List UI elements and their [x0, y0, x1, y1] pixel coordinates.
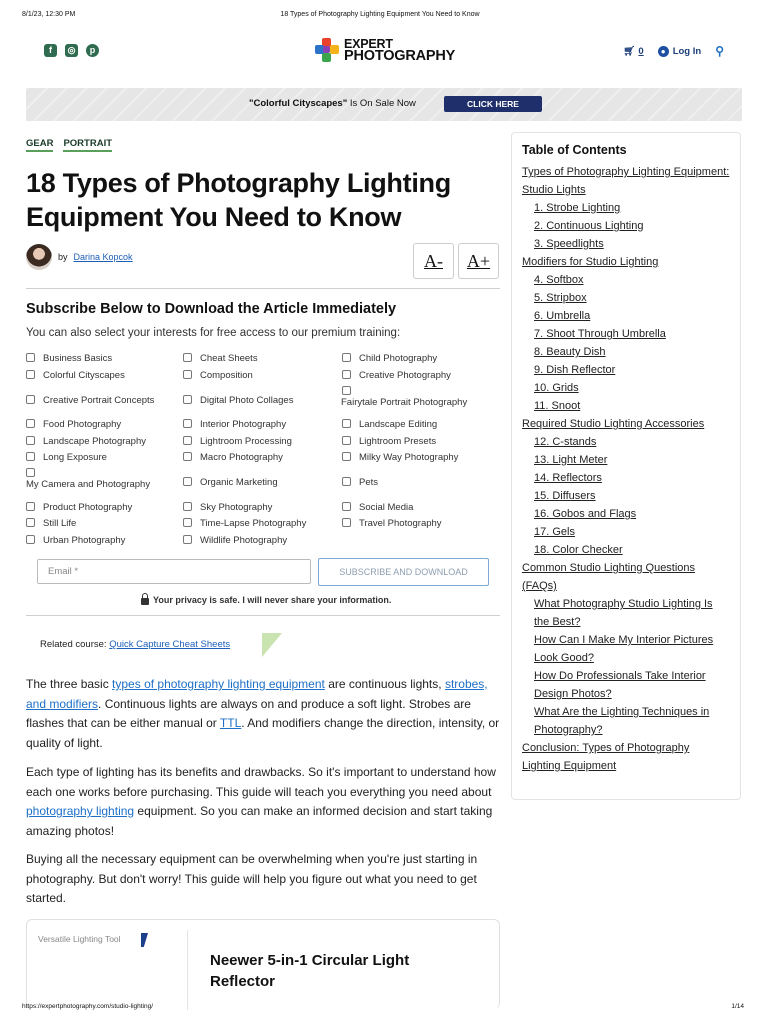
interest-option[interactable]: Urban Photography: [26, 535, 125, 546]
related-label: Related course:: [40, 639, 110, 650]
author-byline: [26, 244, 133, 270]
toc-subitem[interactable]: What Photography Studio Lighting Is the Best?: [534, 598, 713, 628]
click-here-button[interactable]: CLICK HERE: [444, 96, 542, 112]
instagram-icon[interactable]: ◎: [65, 44, 78, 57]
interest-option[interactable]: Time-Lapse Photography: [183, 518, 306, 529]
interest-option[interactable]: Travel Photography: [342, 518, 442, 529]
site-logo[interactable]: [315, 38, 455, 62]
login-label: Log In: [672, 45, 702, 57]
intro-paragraph-3: Buying all the necessary equipment can be overwhelming when you're just starting in photography. But don't worry! This guide will help you figure out what you need to get started.: [26, 852, 478, 905]
interest-option[interactable]: Landscape Editing: [342, 419, 437, 430]
site-header: [26, 38, 742, 66]
checkbox[interactable]: [342, 419, 351, 428]
checkbox[interactable]: [342, 353, 351, 362]
toc-section[interactable]: Types of Photography Lighting Equipment: Studio Lights: [522, 166, 730, 196]
interest-option[interactable]: Lightroom Processing: [183, 436, 292, 447]
product-label: Versatile Lighting Tool: [38, 934, 121, 944]
toc-subitem[interactable]: How Can I Make My Interior Pictures Look Good?: [534, 634, 714, 664]
toc-subitem[interactable]: 5. Stripbox: [534, 292, 587, 304]
toc-subitem[interactable]: 1. Strobe Lighting: [534, 202, 621, 214]
checkbox[interactable]: [26, 395, 35, 404]
privacy-note: [141, 595, 391, 605]
interest-option[interactable]: Pets: [342, 477, 378, 488]
checkbox[interactable]: [26, 535, 35, 544]
logo-mark-icon: [315, 38, 339, 62]
toc-section[interactable]: Modifiers for Studio Lighting: [522, 256, 659, 268]
print-page-number: 1/14: [731, 1003, 744, 1010]
cart-link[interactable]: [623, 46, 643, 57]
lock-icon: [141, 598, 149, 605]
product-title[interactable]: Neewer 5-in-1 Circular Light Reflector: [210, 952, 410, 990]
checkbox[interactable]: [26, 353, 35, 362]
checkbox[interactable]: [26, 419, 35, 428]
user-icon: ●: [658, 46, 669, 57]
interest-option[interactable]: Interior Photography: [183, 419, 286, 430]
logo-line1: EXPERT: [344, 37, 393, 51]
checkbox[interactable]: [183, 370, 192, 379]
related-course-link[interactable]: Quick Capture Cheat Sheets: [109, 639, 231, 650]
checkbox[interactable]: [183, 535, 192, 544]
card-divider: [187, 930, 188, 1010]
interest-option[interactable]: Sky Photography: [183, 502, 272, 513]
interest-option[interactable]: Wildlife Photography: [183, 535, 287, 546]
promo-highlight: "Colorful Cityscapes": [249, 98, 348, 109]
toc-section[interactable]: Common Studio Lighting Questions (FAQs): [522, 562, 696, 592]
toc-section[interactable]: Required Studio Lighting Accessories: [522, 418, 705, 430]
toc-section[interactable]: Conclusion: Types of Photography Lighting Equipment: [522, 742, 690, 772]
author-link[interactable]: Darina Kopcok: [73, 252, 133, 262]
lighting-equipment-link[interactable]: types of photography lighting equipment: [112, 677, 325, 691]
toc-subitem[interactable]: 2. Continuous Lighting: [534, 220, 644, 232]
promo-banner: [26, 88, 742, 121]
article-title: 18 Types of Photography Lighting Equipment You Need to Know: [26, 168, 451, 232]
toc-heading: Table of Contents: [522, 143, 627, 157]
interest-option[interactable]: Macro Photography: [183, 452, 283, 463]
photography-lighting-link[interactable]: photography lighting: [26, 804, 135, 818]
intro-paragraph-1: The three basic types of photography lighting equipment are continuous lights, strobes, and modifiers. Continuous lights are always on and produce a soft light. Strobes are flashes that can be either manual or TTL. And modifiers change the direction, intensity, or quality of light.: [26, 677, 500, 750]
interest-option[interactable]: Child Photography: [342, 353, 437, 364]
related-course: [40, 639, 230, 650]
facebook-icon[interactable]: f: [44, 44, 57, 57]
checkbox[interactable]: [26, 452, 35, 461]
toc-subitem[interactable]: 12. C-stands: [534, 436, 597, 448]
byline-prefix: by: [58, 252, 68, 262]
social-links: [44, 44, 99, 57]
toc-subitem[interactable]: 7. Shoot Through Umbrella: [534, 328, 666, 340]
interest-option[interactable]: Fairytale Portrait Photography: [342, 386, 467, 408]
checkbox[interactable]: [342, 452, 351, 461]
checkbox[interactable]: [183, 353, 192, 362]
interest-option[interactable]: My Camera and Photography: [26, 468, 150, 490]
toc-subitem[interactable]: 18. Color Checker: [534, 544, 623, 556]
toc-subitem[interactable]: 4. Softbox: [534, 274, 584, 286]
login-link[interactable]: [658, 46, 702, 57]
cart-count: 0: [638, 45, 644, 57]
decorative-triangle-icon: [262, 633, 282, 657]
interest-option[interactable]: Long Exposure: [26, 452, 107, 463]
checkbox[interactable]: [183, 419, 192, 428]
pinterest-icon[interactable]: p: [86, 44, 99, 57]
checkbox[interactable]: [183, 518, 192, 527]
interest-option[interactable]: Product Photography: [26, 502, 132, 513]
checkbox[interactable]: [26, 436, 35, 445]
category-tags: [26, 138, 112, 152]
print-header: [22, 11, 738, 23]
table-of-contents: [511, 132, 741, 800]
checkbox[interactable]: [26, 518, 35, 527]
toc-subitem[interactable]: How Do Professionals Take Interior Design Photos?: [534, 670, 706, 700]
product-card: [26, 919, 500, 1009]
interest-option[interactable]: Milky Way Photography: [342, 452, 458, 463]
cart-icon: 🛒︎: [623, 45, 636, 57]
checkbox[interactable]: [26, 370, 35, 379]
toc-subitem[interactable]: 11. Snoot: [534, 400, 581, 412]
toc-subitem[interactable]: 13. Light Meter: [534, 454, 608, 466]
interest-option[interactable]: Landscape Photography: [26, 436, 146, 447]
toc-subitem[interactable]: 10. Grids: [534, 382, 579, 394]
promo-message: [249, 98, 416, 109]
author-avatar: [26, 244, 52, 270]
checkbox[interactable]: [342, 386, 351, 395]
interest-option[interactable]: Food Photography: [26, 419, 121, 430]
strobes-modifiers-link[interactable]: strobes, and modifiers: [26, 677, 488, 711]
interest-option[interactable]: Creative Photography: [342, 370, 451, 381]
interest-option[interactable]: Business Basics: [26, 353, 112, 364]
font-decrease-button[interactable]: A-: [413, 243, 454, 279]
checkbox[interactable]: [183, 502, 192, 511]
toc-subitem[interactable]: 9. Dish Reflector: [534, 364, 616, 376]
toc-list: [522, 163, 730, 775]
email-field[interactable]: Email *: [37, 559, 311, 584]
toc-subitem[interactable]: 6. Umbrella: [534, 310, 591, 322]
toc-subitem[interactable]: 15. Diffusers: [534, 490, 596, 502]
checkbox[interactable]: [183, 452, 192, 461]
subscribe-heading: Subscribe Below to Download the Article Immediately: [26, 301, 397, 317]
interest-option[interactable]: Creative Portrait Concepts: [26, 395, 154, 406]
interest-option[interactable]: Organic Marketing: [183, 477, 278, 488]
logo-line2: PHOTOGRAPHY: [344, 48, 456, 64]
promo-text: Is On Sale Now: [347, 98, 416, 109]
checkbox[interactable]: [183, 477, 192, 486]
interest-option[interactable]: Still Life: [26, 518, 76, 529]
checkbox[interactable]: [183, 436, 192, 445]
checkbox[interactable]: [342, 436, 351, 445]
tag-gear[interactable]: GEAR: [26, 138, 53, 152]
interest-option[interactable]: Composition: [183, 370, 253, 381]
checkbox[interactable]: [342, 502, 351, 511]
checkbox[interactable]: [183, 395, 192, 404]
divider: [26, 288, 500, 289]
intro-paragraph-2: Each type of lighting has its benefits and drawbacks. So it's important to understand how each one works before purchasing. This guide will teach you everything you need about photography lighting equipment. So you can make an informed decision and start taking amazing photos!: [26, 765, 496, 838]
subscribe-description: You can also select your interests for free access to our premium training:: [26, 327, 401, 339]
toc-subitem[interactable]: 16. Gobos and Flags: [534, 508, 637, 520]
checkbox[interactable]: [342, 518, 351, 527]
interest-option[interactable]: Lightroom Presets: [342, 436, 436, 447]
interest-option[interactable]: Digital Photo Collages: [183, 395, 293, 406]
print-doc-title: 18 Types of Photography Lighting Equipment You Need to Know: [280, 11, 480, 18]
interest-option[interactable]: Colorful Cityscapes: [26, 370, 125, 381]
font-size-controls: [413, 243, 499, 279]
interest-option[interactable]: Social Media: [342, 502, 413, 513]
print-url: https://expertphotography.com/studio-lighting/: [22, 1003, 154, 1010]
toc-subitem[interactable]: 14. Reflectors: [534, 472, 602, 484]
toc-subitem[interactable]: 17. Gels: [534, 526, 575, 538]
checkbox[interactable]: [26, 468, 35, 477]
print-footer: [22, 1003, 744, 1010]
divider: [26, 615, 500, 616]
ttl-link[interactable]: TTL: [219, 716, 242, 730]
checkbox[interactable]: [26, 502, 35, 511]
toc-subitem[interactable]: What Are the Lighting Techniques in Photography?: [534, 706, 710, 736]
interest-option[interactable]: Cheat Sheets: [183, 353, 258, 364]
font-increase-button[interactable]: A+: [458, 243, 499, 279]
checkbox[interactable]: [342, 370, 351, 379]
checkbox[interactable]: [342, 477, 351, 486]
tag-portrait[interactable]: PORTRAIT: [63, 138, 112, 152]
privacy-text: Your privacy is safe. I will never share your information.: [153, 595, 392, 605]
subscribe-button[interactable]: SUBSCRIBE AND DOWNLOAD: [318, 558, 489, 586]
toc-subitem[interactable]: 8. Beauty Dish: [534, 346, 606, 358]
toc-subitem[interactable]: 3. Speedlights: [534, 238, 604, 250]
search-icon[interactable]: ⚲: [715, 44, 724, 58]
print-datetime: 8/1/23, 12:30 PM: [22, 11, 76, 18]
flag-icon: [141, 933, 148, 947]
